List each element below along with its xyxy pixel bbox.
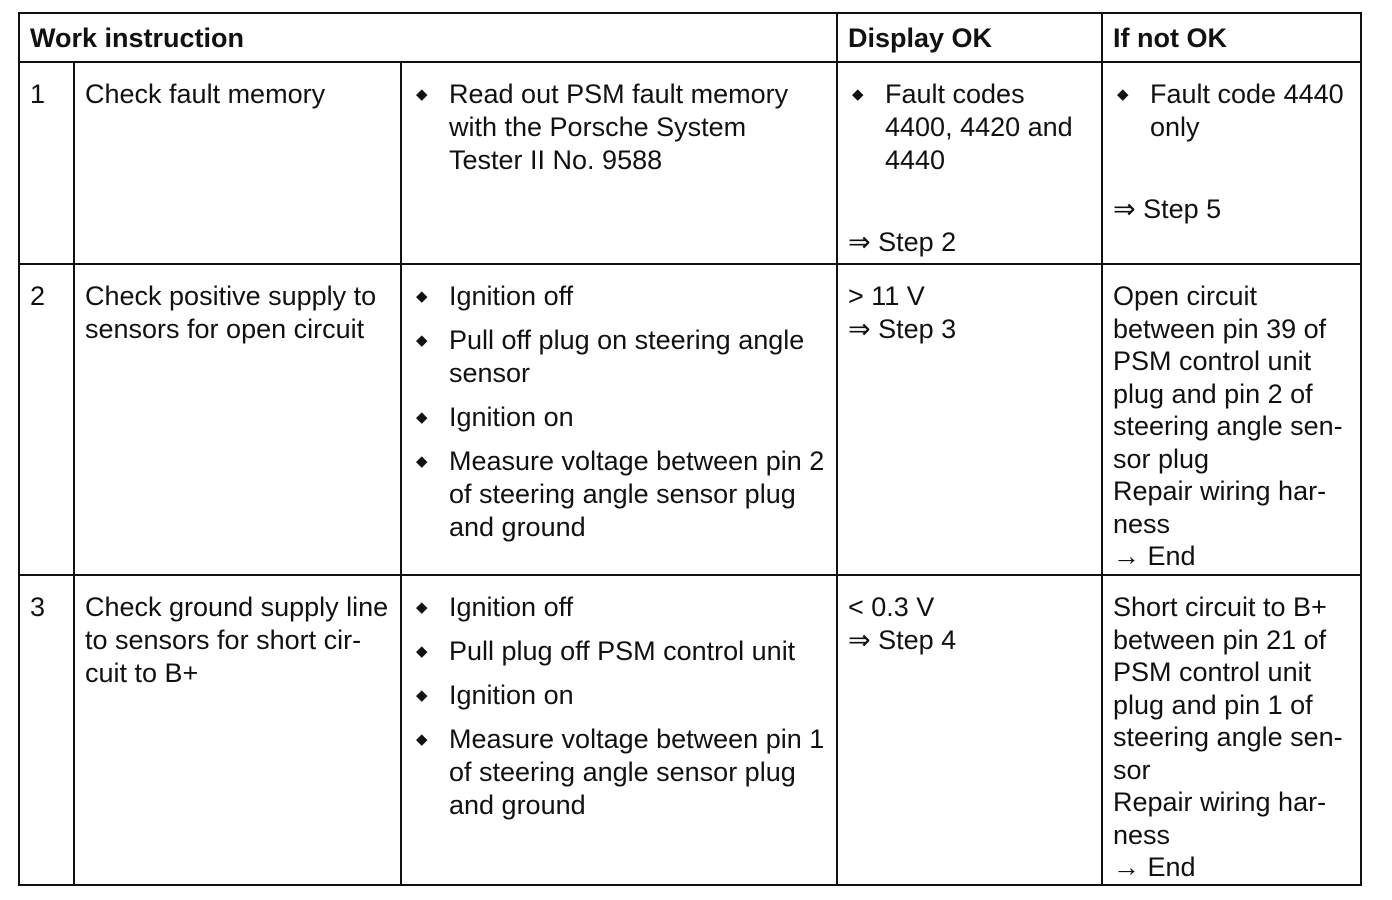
row-divider-1: [20, 263, 1360, 265]
row-1-instructions: [402, 71, 836, 195]
row-1-display-ok-step: ⇒ Step 2: [848, 227, 957, 257]
row-3-not-ok-text: Short circuit to B+ between pin 21 of PSM control unit plug and pin 1 of steering angle sen-sor: [1113, 592, 1343, 785]
row-1-instruction-1: ◆ Read out PSM fault memory with the Porsche System Tester II No. 9588: [412, 78, 826, 177]
row-1-number: 1: [30, 79, 46, 109]
row-2-not-ok: [1103, 273, 1362, 580]
row-3-instruction-2: ◆ Pull plug off PSM control unit: [412, 635, 826, 668]
row-1-not-ok: [1103, 71, 1362, 263]
row-2-instruction-1: ◆ Ignition off: [412, 280, 826, 313]
row-2-display-ok-value: > 11 V: [848, 281, 925, 311]
work-instruction-table: [18, 12, 1362, 886]
row-2-instruction-3: ◆ Ignition on: [412, 401, 826, 434]
row-3-instructions: [402, 584, 836, 840]
row-2-not-ok-end: → End: [1113, 541, 1196, 571]
row-1-not-ok-step: ⇒ Step 5: [1113, 194, 1222, 224]
header-display-ok: Display OK: [848, 23, 993, 53]
row-1-display-ok: [838, 71, 1101, 263]
row-3-display-ok-step: ⇒ Step 4: [848, 625, 957, 655]
row-3-instruction-1: ◆ Ignition off: [412, 591, 826, 624]
row-3-title: Check ground supply line to sensors for short cir-cuit to B+: [85, 592, 389, 688]
header-if-not-ok: If not OK: [1113, 23, 1227, 53]
row-3-not-ok-repair: Repair wiring har-ness: [1113, 787, 1327, 850]
row-2-not-ok-repair: Repair wiring har-ness: [1113, 476, 1327, 539]
row-2-display-ok-step: ⇒ Step 3: [848, 314, 957, 344]
row-3-number: 3: [30, 592, 46, 622]
row-3-display-ok: [838, 584, 1101, 664]
row-3-not-ok-end: → End: [1113, 852, 1196, 882]
row-3-instruction-3: ◆ Ignition on: [412, 679, 826, 712]
col-divider-num: [73, 61, 75, 886]
row-3-display-ok-value: < 0.3 V: [848, 592, 935, 622]
row-2-display-ok: [838, 273, 1101, 353]
row-2-title: Check positive supply to sensors for open circuit: [85, 281, 377, 344]
row-2-number: 2: [30, 281, 46, 311]
row-2-instructions: [402, 273, 836, 562]
row-1-not-ok-bullet: ◆ Fault code 4440 only: [1113, 78, 1352, 144]
header-divider: [20, 61, 1360, 63]
row-2-instruction-4: ◆ Measure voltage between pin 2 of steering angle sensor plug and ground: [412, 445, 826, 544]
row-3-not-ok: [1103, 584, 1362, 891]
row-1-title: Check fault memory: [85, 79, 326, 109]
row-2-instruction-2: ◆ Pull off plug on steering angle sensor: [412, 324, 826, 390]
row-3-instruction-4: ◆ Measure voltage between pin 1 of steering angle sensor plug and ground: [412, 723, 826, 822]
header-work-instruction: Work instruction: [30, 23, 245, 53]
row-2-not-ok-text: Open circuit between pin 39 of PSM control unit plug and pin 2 of steering angle sen-sor plug: [1113, 281, 1343, 474]
row-1-display-ok-bullet: ◆ Fault codes 4400, 4420 and 4440: [848, 78, 1091, 177]
